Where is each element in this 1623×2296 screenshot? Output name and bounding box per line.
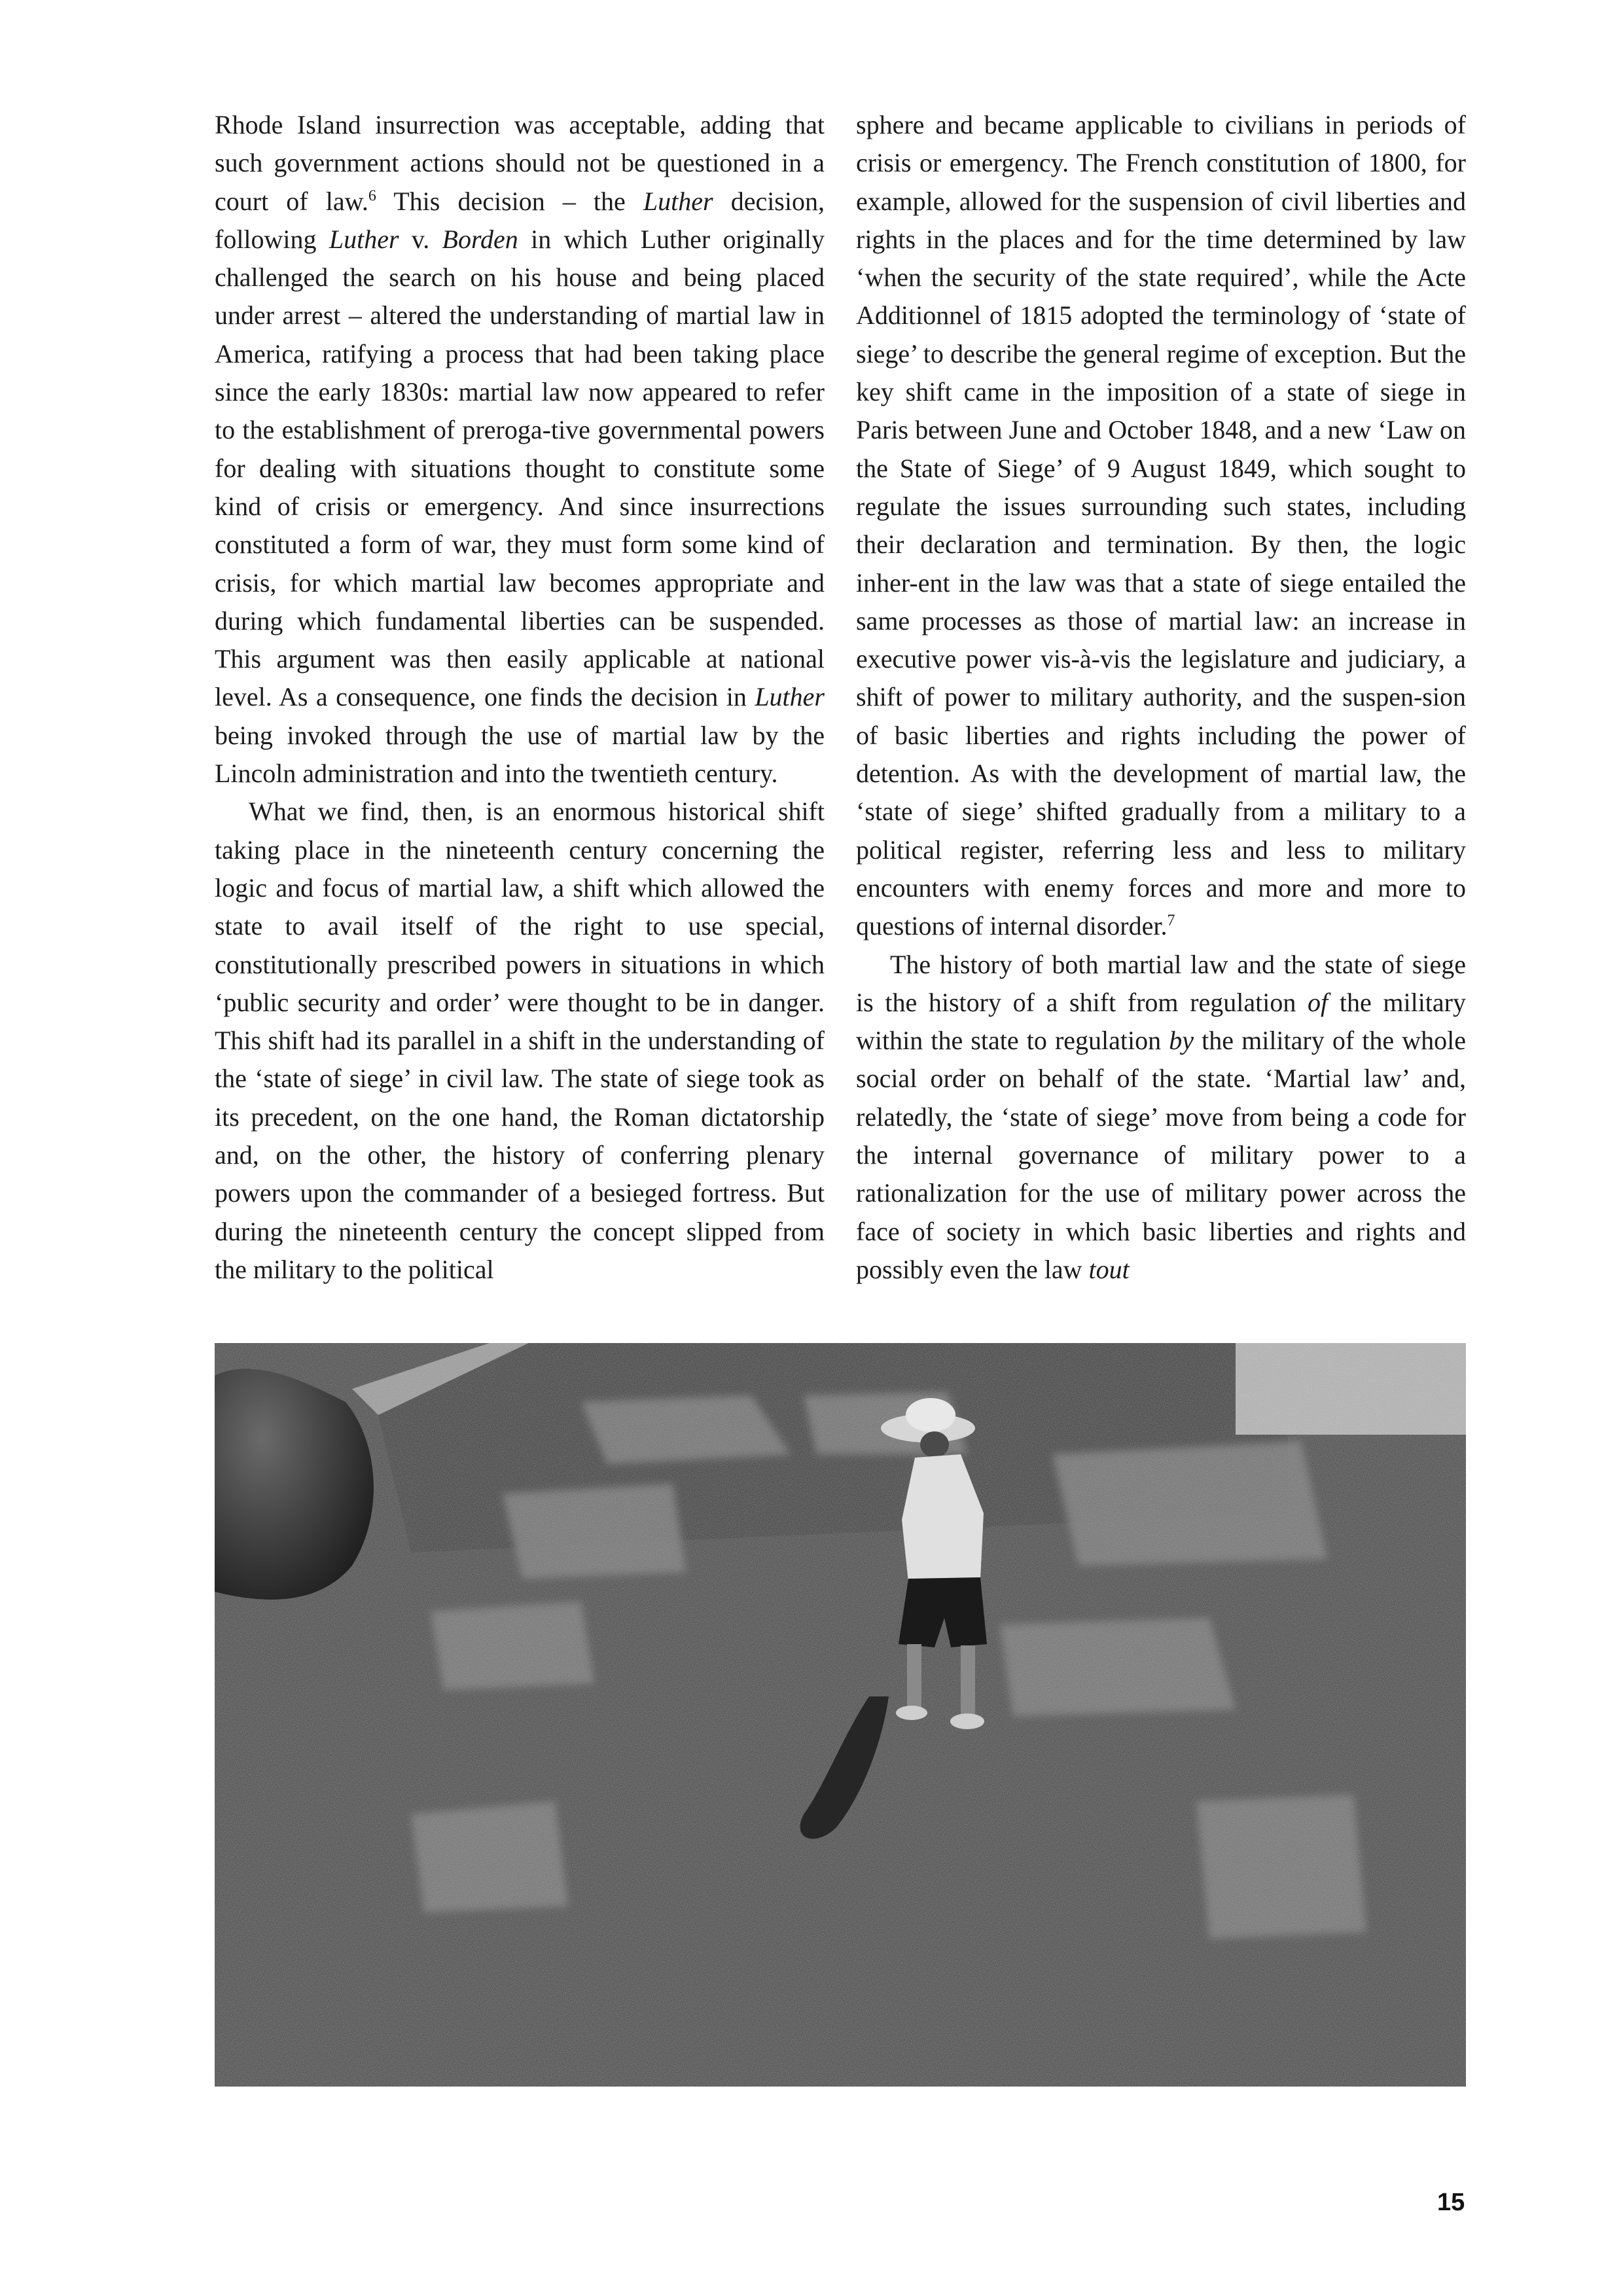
- right-shoe: [950, 1713, 984, 1729]
- lawn-photograph: [215, 1343, 1466, 2087]
- left-shoe: [896, 1706, 927, 1720]
- page-number: 15: [1437, 2189, 1465, 2216]
- left-leg: [907, 1644, 921, 1710]
- hat-crown: [906, 1398, 955, 1432]
- right-paragraph-2: The history of both martial law and the state of siege is the history of a shift from regulation of the military within the state to regulation by the military of the whole social order on behalf of the state. ‘Martial law’ and, relatedly, the ‘state of siege’ move from being a code for the internal governance of military power to a rationalization for the use of military power across the face of society in which basic liberties and rights and possibly even the law tout: [856, 949, 1466, 1284]
- left-column: [215, 106, 825, 1289]
- left-paragraph-1: Rhode Island insurrection was acceptable, adding that such government actions should not be questioned in a court of law.$^6$ This decision – the Luther decision, following Luther v. Borden in which Luther originally challenged the search on his house and being placed under arrest – altered the understanding of martial law in America, ratifying a process that had been taking place since the early 1830s: martial law now appeared to refer to the establishment of preroga-tive governmental powers for dealing with situations thought to constitute some kind of crisis or emergency. And since insurrections constituted a form of war, they must form some kind of crisis, for which martial law becomes appropriate and during which fundamental liberties can be suspended. This argument was then easily applicable at national level. As a consequence, one finds the decision in Luther being invoked through the use of martial law by the Lincoln administration and into the twentieth century.: [215, 110, 825, 789]
- left-paragraph-2: What we find, then, is an enormous historical shift taking place in the nineteenth century concerning the logic and focus of martial law, a shift which allowed the state to avail itself of the right to use special, constitutionally prescribed powers in situations in which ‘public security and order’ were thought to be in danger. This shift had its parallel in a shift in the understanding of the ‘state of siege’ in civil law. The state of siege took as its precedent, on the one hand, the Roman dictatorship and, on the other, the history of conferring plenary powers upon the commander of a besieged fortress. But during the nineteenth century the concept slipped from the military to the political: [215, 797, 825, 1284]
- footnote-ref-6[interactable]: 6: [368, 187, 376, 205]
- footnote-ref-7[interactable]: 7: [1167, 912, 1175, 929]
- head: [920, 1431, 949, 1458]
- right-column: [856, 106, 1466, 1289]
- right-paragraph-1: sphere and became applicable to civilians in periods of crisis or emergency. The French constitution of 1800, for example, allowed for the suspension of civil liberties and rights in the places and for the time determined by law ‘when the security of the state required’, while the Acte Additionnel of 1815 adopted the terminology of ‘state of siege’ to describe the general regime of exception. But the key shift came in the imposition of a state of siege in Paris between June and October 1848, and a new ‘Law on the State of Siege’ of 9 August 1849, which sought to regulate the issues surrounding such states, including their declaration and termination. By then, the logic inher-ent in the law was that a state of siege entailed the same processes as those of martial law: an increase in executive power vis-à-vis the legislature and judiciary, a shift of power to military authority, and the suspen-sion of basic liberties and rights including the power of detention. As with the development of martial law, the ‘state of siege’ shifted gradually from a military to a political register, referring less and less to military encounters with enemy forces and more and more to questions of internal disorder.$^7$: [856, 110, 1466, 941]
- photo-grain: [215, 1343, 1466, 2087]
- right-leg: [961, 1645, 975, 1717]
